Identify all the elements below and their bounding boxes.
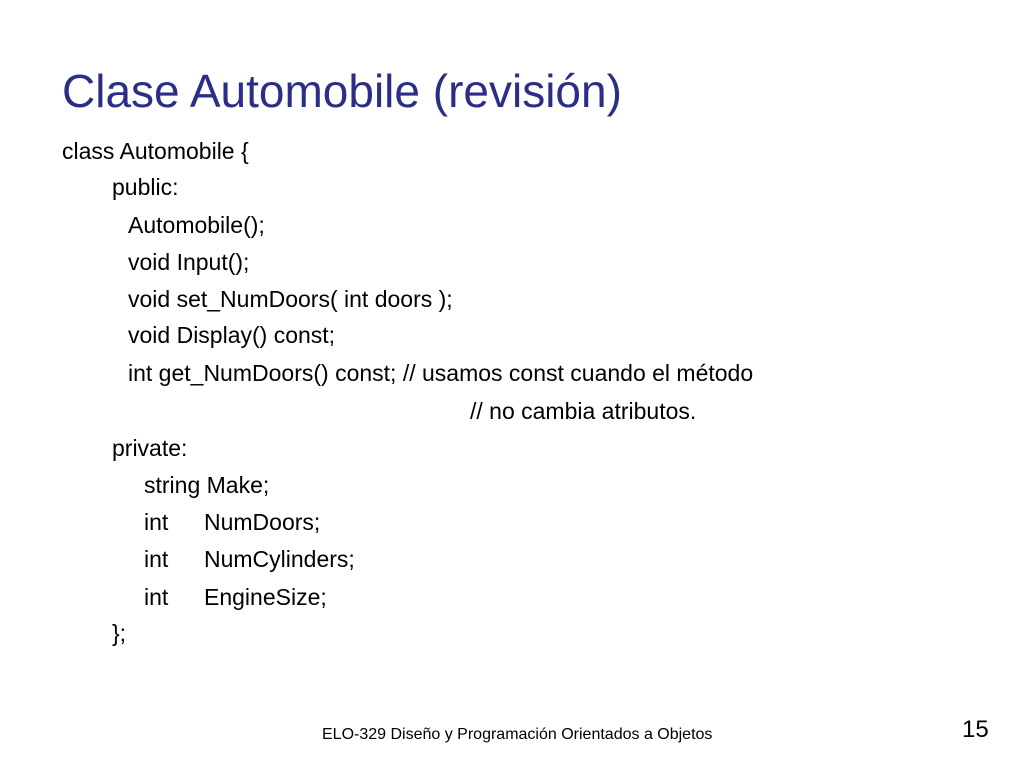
- code-engine-size-type: int: [144, 584, 169, 610]
- code-set-num-doors: void set_NumDoors( int doors );: [128, 286, 453, 312]
- code-comment-continuation: // no cambia atributos.: [470, 398, 697, 424]
- code-get-num-doors: int get_NumDoors() const; // usamos const cuando el método: [128, 360, 754, 386]
- code-num-cylinders-name: NumCylinders;: [204, 546, 355, 572]
- code-class-close: };: [112, 620, 127, 646]
- code-num-doors-name: NumDoors;: [204, 509, 321, 535]
- code-class-open: class Automobile {: [62, 138, 249, 164]
- code-private-label: private:: [112, 435, 188, 461]
- code-num-cylinders-type: int: [144, 546, 169, 572]
- slide-title: Clase Automobile (revisión): [62, 65, 622, 117]
- code-num-doors-type: int: [144, 509, 169, 535]
- slide-number: 15: [962, 716, 989, 743]
- code-engine-size-name: EngineSize;: [204, 584, 327, 610]
- code-display-method: void Display() const;: [128, 322, 336, 348]
- code-input-method: void Input();: [128, 249, 250, 275]
- code-public-label: public:: [112, 174, 179, 200]
- code-make-field: string Make;: [144, 472, 270, 498]
- code-constructor: Automobile();: [128, 212, 265, 238]
- slide-footer: ELO-329 Diseño y Programación Orientados a Objetos: [322, 726, 713, 743]
